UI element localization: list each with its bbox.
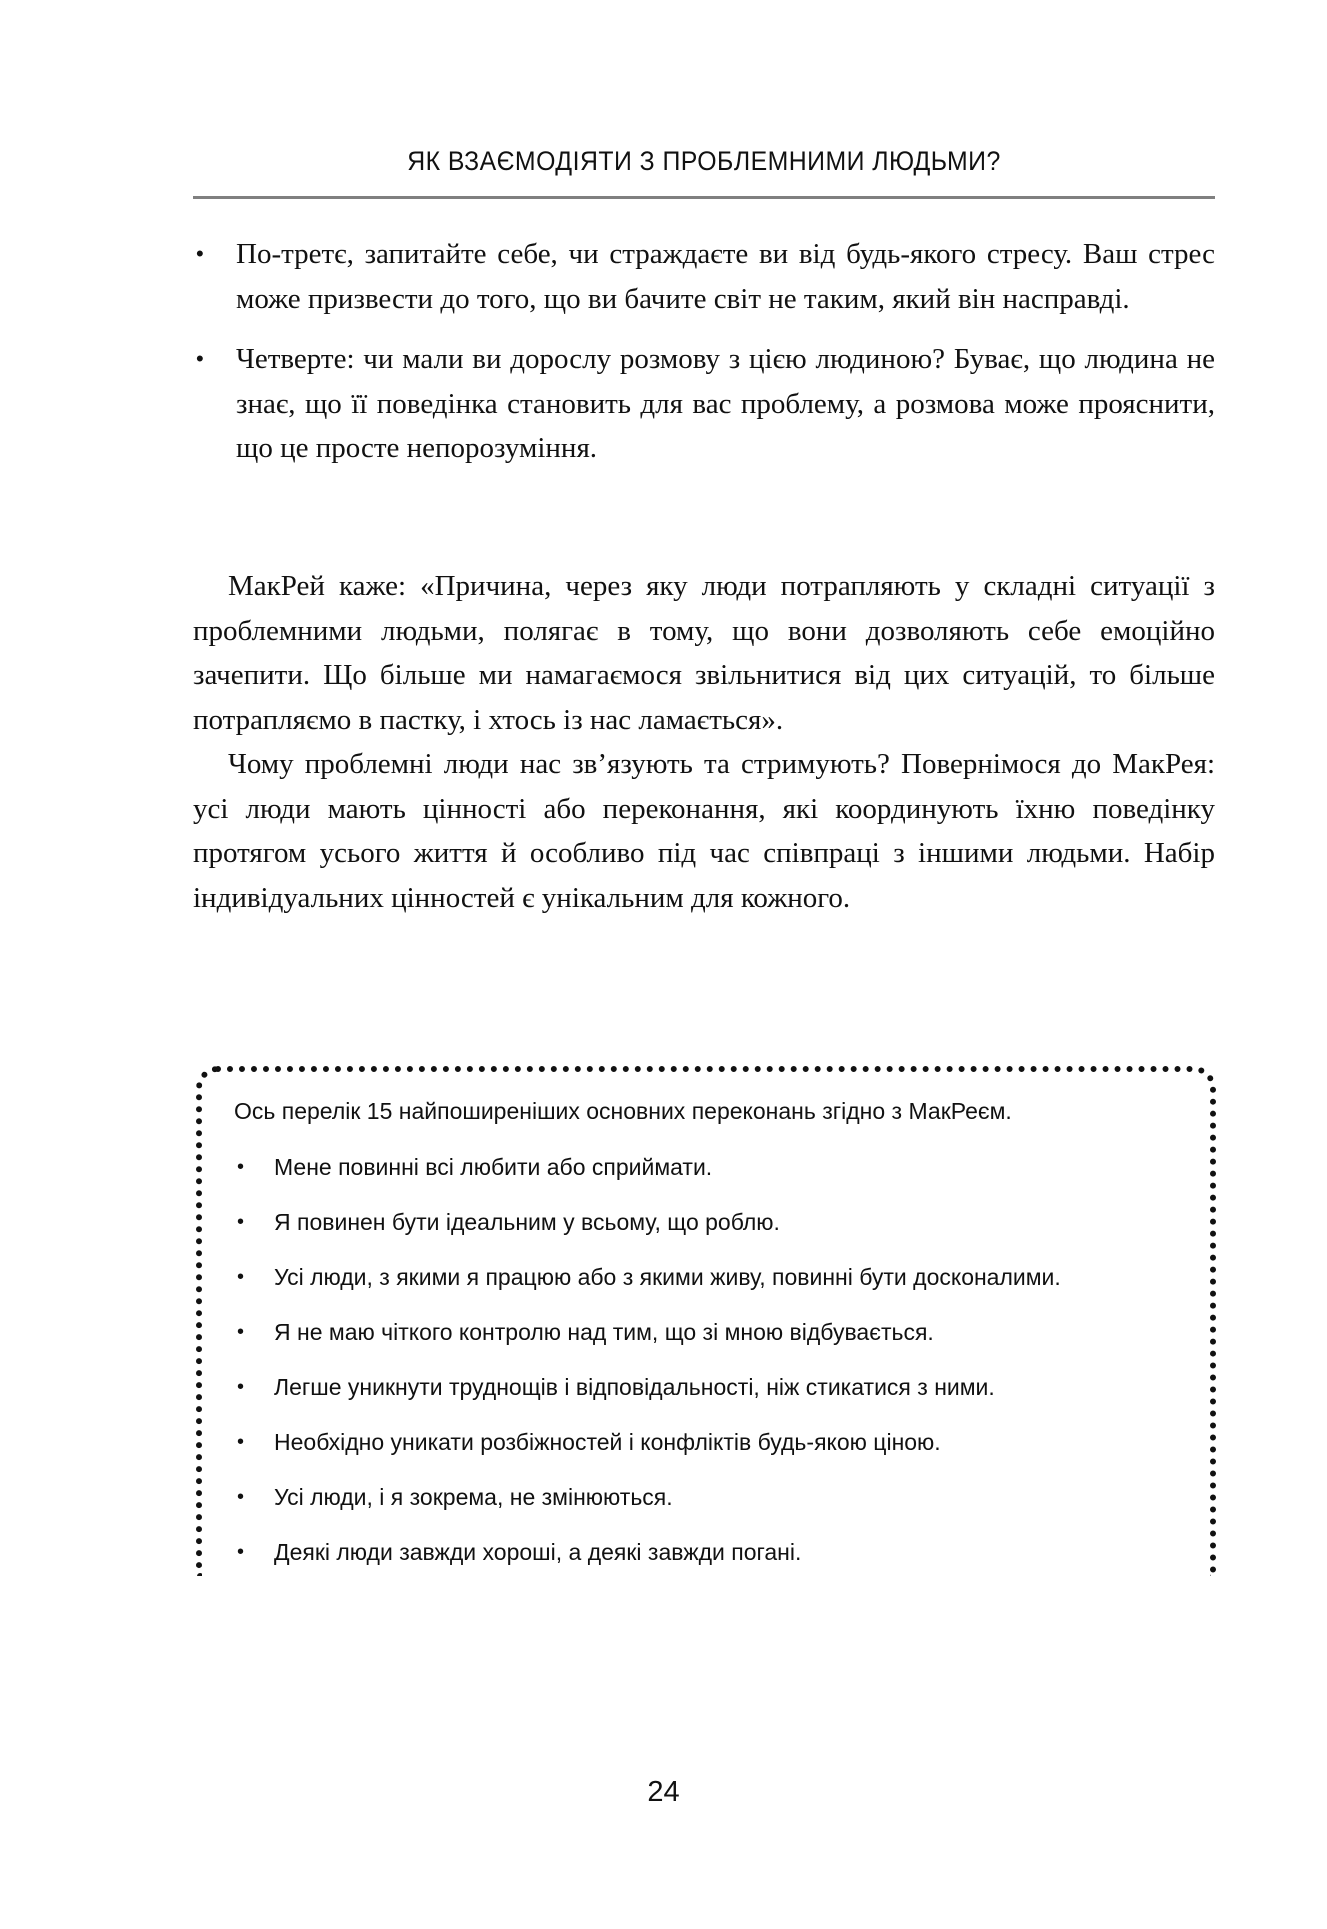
- belief-text: Усі люди, і я зокрема, не змінюються.: [274, 1484, 673, 1510]
- bullet-icon: •: [237, 1321, 245, 1343]
- belief-text: Я не маю чіткого контролю над тим, що зі мною відбувається.: [274, 1319, 934, 1345]
- bullet-icon: •: [237, 1156, 245, 1178]
- bullet-text: Четверте: чи мали ви дорослу розмову з цією людиною? Буває, що людина не знає, що її поведінка становить для вас проблему, а розмова може прояснити, що це просте непорозуміння.: [236, 343, 1215, 464]
- beliefs-list: [234, 1150, 1184, 1569]
- bullet-text: По-третє, запитайте себе, чи страждаєте ви від будь-якого стресу. Ваш стрес може призвести до того, що ви бачите світ не таким, який він насправді.: [236, 238, 1215, 315]
- bullet-item: [193, 337, 1215, 471]
- header-rule: [193, 196, 1215, 199]
- beliefs-box: [234, 1094, 1184, 1590]
- bullet-item: [193, 232, 1215, 321]
- bullet-icon: •: [237, 1541, 245, 1563]
- paragraph: МакРей каже: «Причина, через яку люди потрапляють у складні ситуації з проблемними людьми, полягає в тому, що вони дозволяють себе емоційно зачепити. Що більше ми намагаємося звільнитися від цих ситуацій, то більше потрапляємо в пастку, і хтось із нас ламається».: [193, 570, 1215, 736]
- belief-text: Я повинен бути ідеальним у всьому, що роблю.: [274, 1209, 780, 1235]
- paragraph: Чому проблемні люди нас зв’язують та стримують? Повернімося до МакРея: усі люди мають цінності або переконання, які координують їхню поведінку протягом усього життя й особливо під час співпраці з іншими людьми. Набір індивідуальних цінностей є унікальним для кожного.: [193, 748, 1215, 914]
- belief-item: [234, 1260, 1184, 1294]
- box-intro: Ось перелік 15 найпоширеніших основних переконань згідно з МакРеєм.: [234, 1098, 1012, 1124]
- belief-item: [234, 1370, 1184, 1404]
- belief-item: [234, 1205, 1184, 1239]
- belief-item: [234, 1315, 1184, 1349]
- bullet-icon: •: [196, 241, 204, 266]
- main-text: [193, 564, 1215, 920]
- belief-text: Деякі люди завжди хороші, а деякі завжди погані.: [274, 1539, 802, 1565]
- running-head: ЯК ВЗАЄМОДІЯТИ З ПРОБЛЕМНИМИ ЛЮДЬМИ?: [407, 146, 1001, 176]
- bullet-icon: •: [237, 1431, 245, 1453]
- bullet-icon: •: [237, 1266, 245, 1288]
- bullet-icon: •: [237, 1486, 245, 1508]
- bullet-list: [193, 232, 1215, 471]
- bullet-icon: •: [237, 1376, 245, 1398]
- belief-text: Необхідно уникати розбіжностей і конфліктів будь-якою ціною.: [274, 1429, 941, 1455]
- belief-item: [234, 1535, 1184, 1569]
- belief-item: [234, 1480, 1184, 1514]
- bullet-icon: •: [237, 1211, 245, 1233]
- belief-text: Легше уникнути труднощів і відповідальності, ніж стикатися з ними.: [274, 1374, 995, 1400]
- page-number: 24: [647, 1776, 680, 1808]
- belief-text: Усі люди, з якими я працюю або з якими живу, повинні бути досконалими.: [274, 1264, 1061, 1290]
- bullet-icon: •: [196, 346, 204, 371]
- belief-item: [234, 1425, 1184, 1459]
- belief-text: Мене повинні всі любити або сприймати.: [274, 1154, 713, 1180]
- belief-item: [234, 1150, 1184, 1184]
